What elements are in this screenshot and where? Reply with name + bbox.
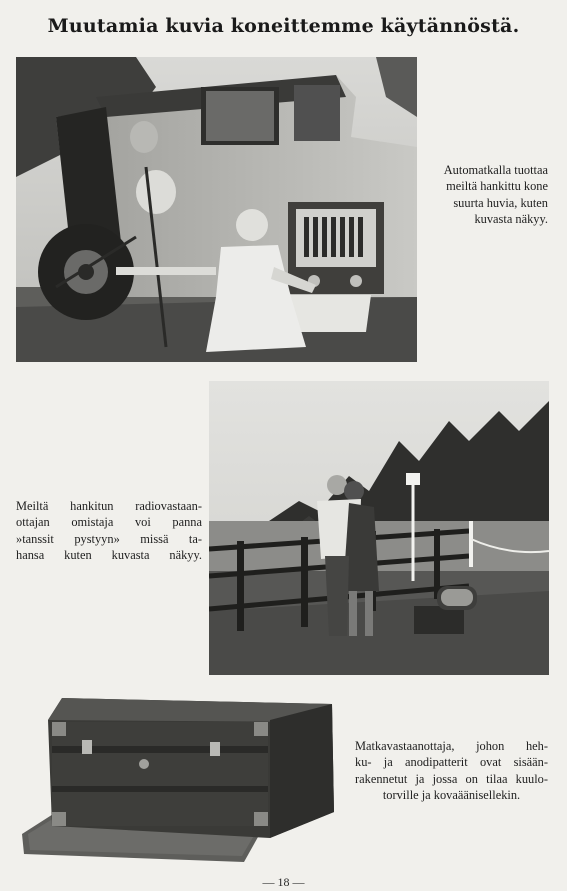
car-radio-caption: [428, 162, 548, 228]
caption-line: rakennetut ja jossa on tilaa kuulo-: [355, 771, 548, 786]
caption-line: hansa kuten kuvasta näkyy.: [16, 548, 202, 563]
caption-line: meiltä hankittu kone: [446, 179, 548, 194]
caption-line: ku- ja anodipatterit ovat sisään-: [355, 755, 548, 770]
car-radio-photo: [16, 57, 417, 362]
caption-line: ottajan omistaja voi panna: [16, 515, 202, 530]
caption-line: Meiltä hankitun radiovastaan-: [16, 499, 202, 513]
dancing-caption: [16, 498, 202, 564]
caption-line: »tanssit pystyyn» missä ta-: [16, 531, 202, 546]
caption-line: Matkavastaanottaja, johon heh-: [355, 739, 548, 753]
suitcase-caption: [355, 738, 548, 804]
page-number: — 18 —: [262, 875, 305, 889]
caption-line: kuvasta näkyy.: [474, 212, 548, 227]
caption-line: Automatkalla tuottaa: [443, 163, 548, 177]
suitcase-photo: [22, 694, 339, 862]
caption-line: torville ja kovaäänisellekin.: [382, 788, 521, 803]
dancing-photo: [209, 381, 549, 675]
caption-line: suurta huvia, kuten: [453, 195, 548, 210]
page-title: Muutamia kuvia koneittemme käytännöstä.: [47, 15, 520, 37]
